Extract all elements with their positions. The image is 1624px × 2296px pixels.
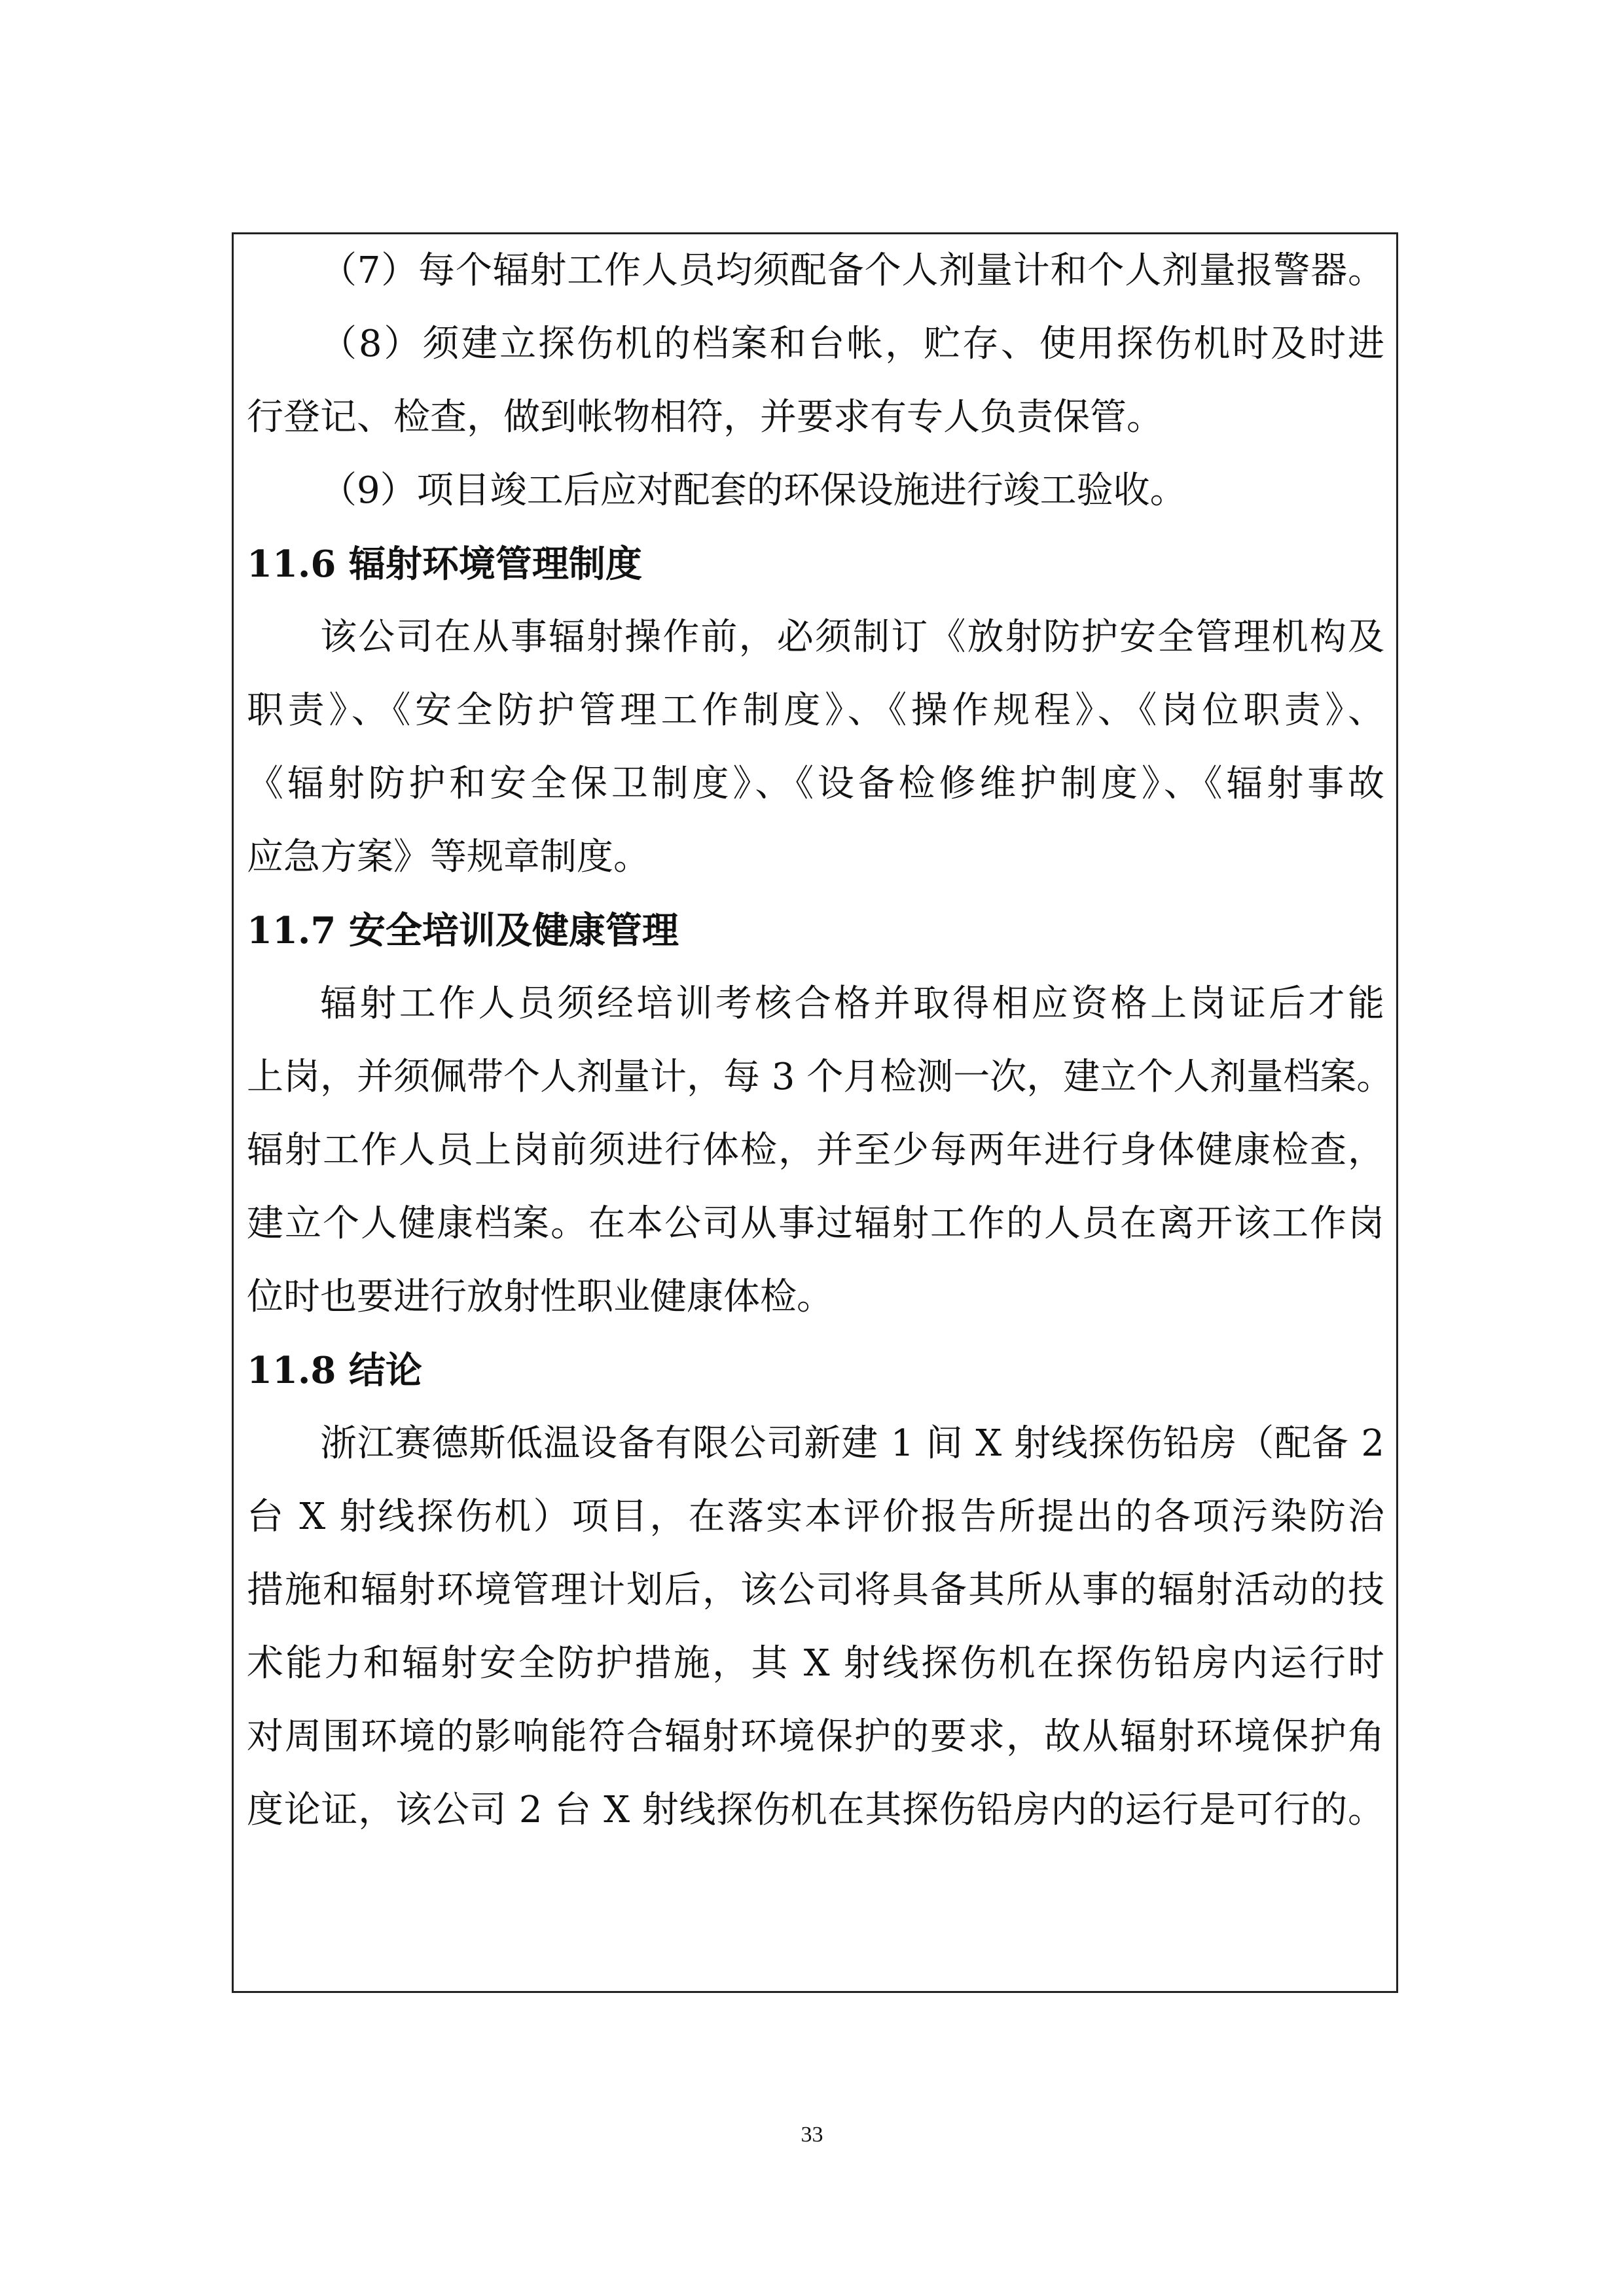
conclusion-line-3: 措施和辐射环境管理计划后，该公司将具备其所从事的辐射活动的技 [247,1569,1384,1611]
section-heading-11-6: 11.6 辐射环境管理制度 [247,543,642,586]
section-11-7-line-4: 建立个人健康档案。在本公司从事过辐射工作的人员在离开该工作岗 [247,1202,1384,1245]
conclusion-line-5: 对周围环境的影响能符合辐射环境保护的要求，故从辐射环境保护角 [247,1715,1384,1758]
section-11-6-line-4: 应急方案》等规章制度。 [247,836,650,878]
section-11-7-line-3: 辐射工作人员上岗前须进行体检，并至少每两年进行身体健康检查， [247,1129,1384,1172]
page-number: 33 [801,2123,823,2147]
section-11-6-line-2: 职责》、《安全防护管理工作制度》、《操作规程》、《岗位职责》、 [247,689,1384,732]
conclusion-line-2: 台 X 射线探伤机）项目，在落实本评价报告所提出的各项污染防治 [247,1496,1384,1538]
section-11-7-line-1: 辐射工作人员须经培训考核合格并取得相应资格上岗证后才能 [320,982,1384,1025]
content-table-cell [232,232,1398,1993]
section-11-6-line-1: 该公司在从事辐射操作前，必须制订《放射防护安全管理机构及 [320,616,1384,658]
section-heading-11-7: 11.7 安全培训及健康管理 [247,909,679,952]
measure-item-9: （9）项目竣工后应对配套的环保设施进行竣工验收。 [320,469,1187,512]
section-11-7-line-2: 上岗，并须佩带个人剂量计，每 3 个月检测一次，建立个人剂量档案。 [247,1056,1394,1098]
measure-item-8-line-2: 行登记、检查，做到帐物相符，并要求有专人负责保管。 [247,396,1163,439]
section-heading-11-8: 11.8 结论 [247,1349,422,1392]
conclusion-line-1: 浙江赛德斯低温设备有限公司新建 1 间 X 射线探伤铅房（配备 2 [320,1422,1384,1465]
conclusion-line-6: 度论证，该公司 2 台 X 射线探伤机在其探伤铅房内的运行是可行的。 [247,1789,1384,1831]
section-11-7-line-5: 位时也要进行放射性职业健康体检。 [247,1276,833,1318]
measure-item-7: （7）每个辐射工作人员均须配备个人剂量计和个人剂量报警器。 [320,249,1384,292]
measure-item-8-line-1: （8）须建立探伤机的档案和台帐，贮存、使用探伤机时及时进 [320,323,1384,365]
section-11-6-line-3: 《辐射防护和安全保卫制度》、《设备检修维护制度》、《辐射事故 [247,762,1384,805]
conclusion-line-4: 术能力和辐射安全防护措施，其 X 射线探伤机在探伤铅房内运行时 [247,1642,1384,1685]
